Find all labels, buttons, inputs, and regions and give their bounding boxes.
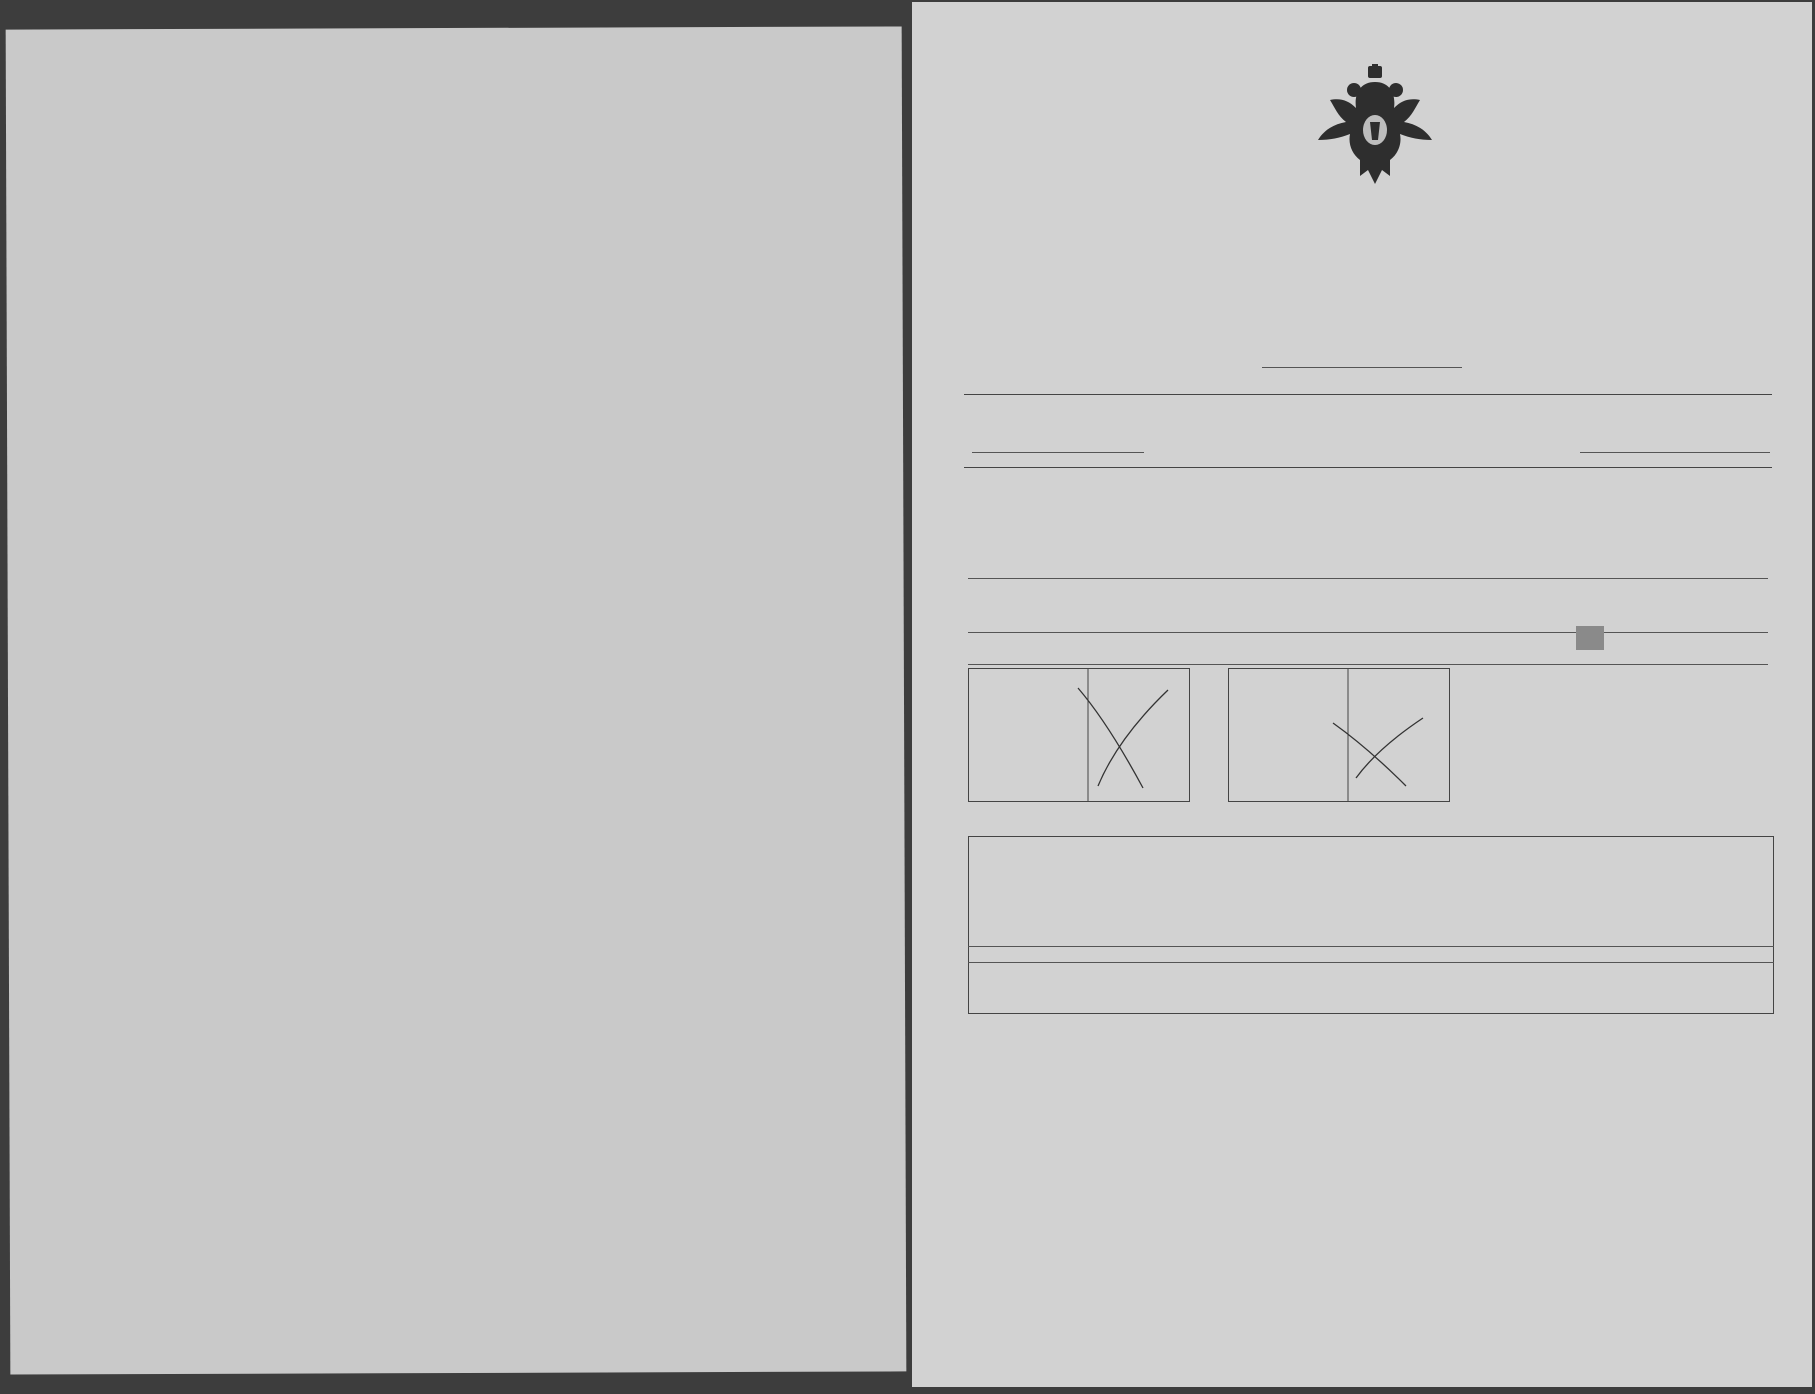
- settlement-name-line: [968, 538, 1008, 562]
- buildings-table-a-crossout: [968, 668, 1190, 802]
- owner-underline: [968, 632, 1768, 633]
- buildings-table-b-crossout: [1228, 668, 1450, 802]
- uezd-underline: [1580, 452, 1770, 453]
- signature-line: [1152, 1024, 1160, 1048]
- left-page-instructions: [6, 26, 907, 1374]
- instructions-column-right: [474, 47, 874, 48]
- double-headed-eagle-emblem-icon: [1310, 64, 1440, 189]
- count-table-mf-line: [968, 946, 1774, 947]
- gubernia-underline: [972, 452, 1144, 453]
- household-number-line: [1570, 626, 1604, 650]
- count-table-values-line: [968, 962, 1774, 963]
- population-count-table: [968, 836, 1774, 1014]
- header-boxes-frame: [964, 394, 1772, 468]
- instructions-column-left: [30, 48, 445, 49]
- settlement-underline: [968, 578, 1768, 579]
- buildings-underline: [968, 664, 1768, 665]
- household-number-value: [1576, 626, 1604, 650]
- right-page-census-form: [912, 2, 1812, 1387]
- district-line: [968, 483, 1126, 507]
- title-divider: [1262, 367, 1462, 368]
